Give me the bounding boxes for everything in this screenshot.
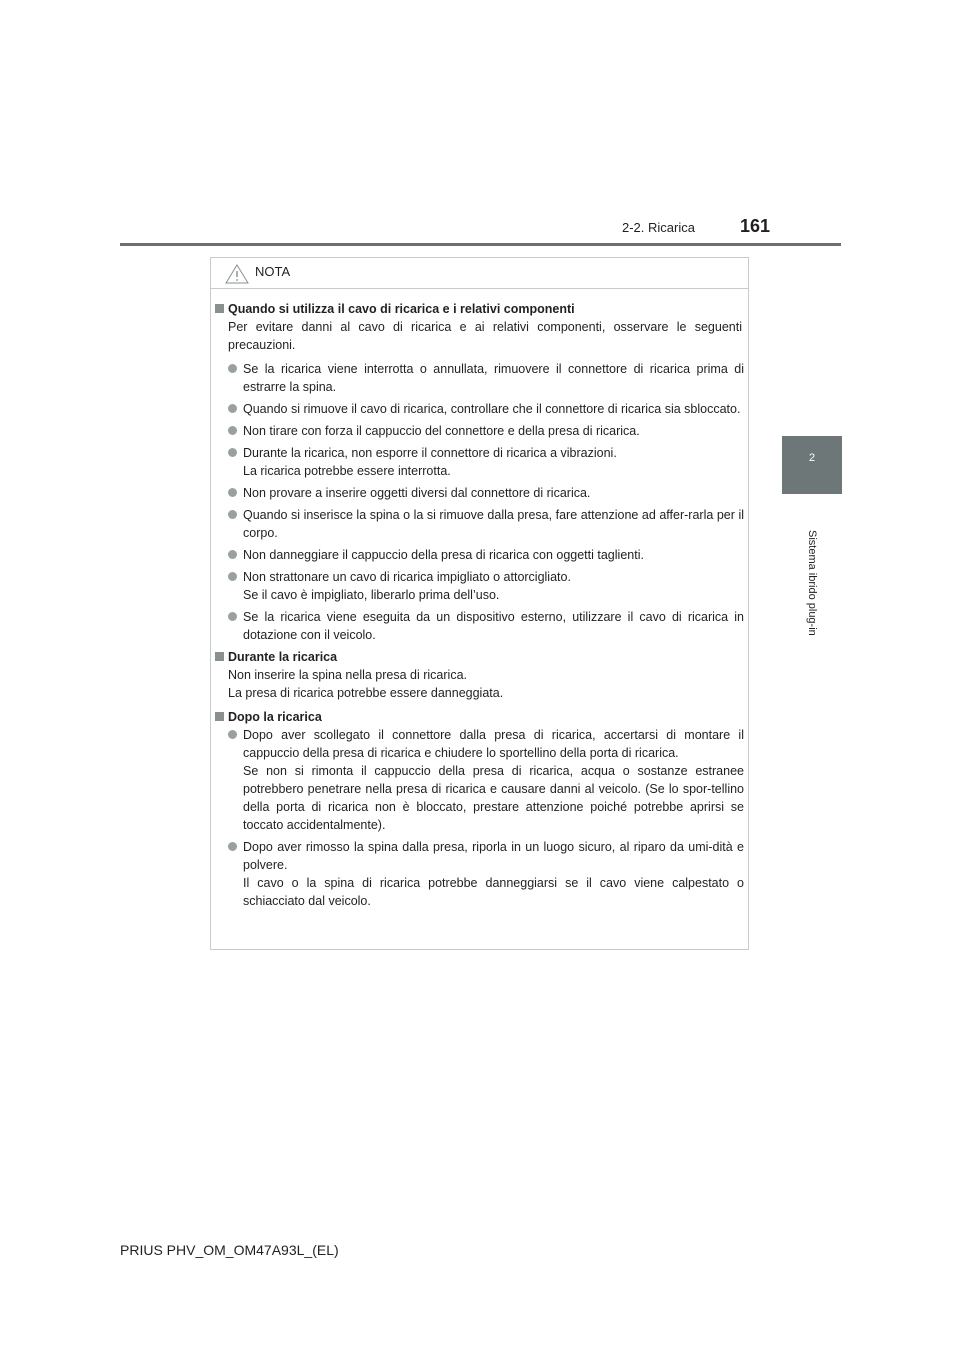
round-bullet-icon: [228, 488, 237, 497]
round-bullet-icon: [228, 448, 237, 457]
chapter-tab-label: Sistema ibrido plug-in: [806, 530, 818, 636]
page-number: 161: [740, 216, 771, 236]
nota-content: [211, 296, 750, 914]
list-item: Dopo aver rimosso la spina dalla presa, riporla in un luogo sicuro, al riparo da umi-dità e polvere. Il cavo o la spina di ricarica potrebbe danneggiarsi se il cavo viene calpestato o schiacciato dal veicolo.: [243, 838, 744, 910]
section-line: Non inserire la spina nella presa di ricarica.: [228, 668, 468, 682]
chapter-tab[interactable]: [782, 436, 842, 494]
header-rule: [120, 243, 841, 246]
round-bullet-icon: [228, 612, 237, 621]
list-item: Durante la ricarica, non esporre il connettore di ricarica a vibrazioni. La ricarica potrebbe essere interrotta.: [243, 444, 744, 480]
list-item: Non danneggiare il cappuccio della presa di ricarica con oggetti taglienti.: [243, 546, 744, 564]
list-item: Non tirare con forza il cappuccio del connettore e della presa di ricarica.: [243, 422, 744, 440]
section-line: La presa di ricarica potrebbe essere danneggiata.: [228, 686, 504, 700]
list-item: Quando si inserisce la spina o la si rimuove dalla presa, fare attenzione ad affer-rarla per il corpo.: [243, 506, 744, 542]
round-bullet-icon: [228, 404, 237, 413]
nota-box: [210, 257, 749, 950]
nota-header: [211, 258, 748, 289]
round-bullet-icon: [228, 510, 237, 519]
section-title: 2-2. Ricarica: [622, 220, 695, 235]
list-item: Se la ricarica viene interrotta o annullata, rimuovere il connettore di ricarica prima di estrarre la spina.: [243, 360, 744, 396]
chapter-tab-number: 2: [808, 452, 816, 464]
round-bullet-icon: [228, 364, 237, 373]
round-bullet-icon: [228, 550, 237, 559]
square-bullet-icon: [215, 304, 224, 313]
round-bullet-icon: [228, 572, 237, 581]
section-intro: Per evitare danni al cavo di ricarica e ai relativi componenti, osservare le seguenti precauzioni.: [228, 320, 742, 352]
section-heading: Dopo la ricarica: [211, 708, 750, 726]
square-bullet-icon: [215, 652, 224, 661]
document-code: PRIUS PHV_OM_OM47A93L_(EL): [120, 1242, 339, 1258]
list-item: Non strattonare un cavo di ricarica impigliato o attorcigliato. Se il cavo è impigliato, liberarlo prima dell’uso.: [243, 568, 744, 604]
section-heading: Durante la ricarica: [211, 648, 750, 666]
list-item: Se la ricarica viene eseguita da un dispositivo esterno, utilizzare il cavo di ricarica in dotazione con il veicolo.: [243, 608, 744, 644]
list-item: Non provare a inserire oggetti diversi dal connettore di ricarica.: [243, 484, 744, 502]
square-bullet-icon: [215, 712, 224, 721]
warning-triangle-icon: [225, 264, 249, 284]
round-bullet-icon: [228, 730, 237, 739]
round-bullet-icon: [228, 426, 237, 435]
round-bullet-icon: [228, 842, 237, 851]
list-item: Dopo aver scollegato il connettore dalla presa di ricarica, accertarsi di montare il cappuccio della presa di ricarica e chiudere lo sportellino della porta di ricarica. Se non si rimonta il cappuccio della presa di ricarica, acqua o sostanze estranee potrebbero penetrare nella presa di ricarica e causare danni al veicolo. (Se lo spor-tellino della porta di ricarica non è bloccato, prestare attenzione poiché potrebbe aprirsi se toccato accidentalmente).: [243, 726, 744, 834]
section-heading: Quando si utilizza il cavo di ricarica e i relativi componenti: [211, 300, 750, 318]
list-item: Quando si rimuove il cavo di ricarica, controllare che il connettore di ricarica sia sbloccato.: [243, 400, 744, 418]
nota-title: NOTA: [255, 264, 291, 279]
